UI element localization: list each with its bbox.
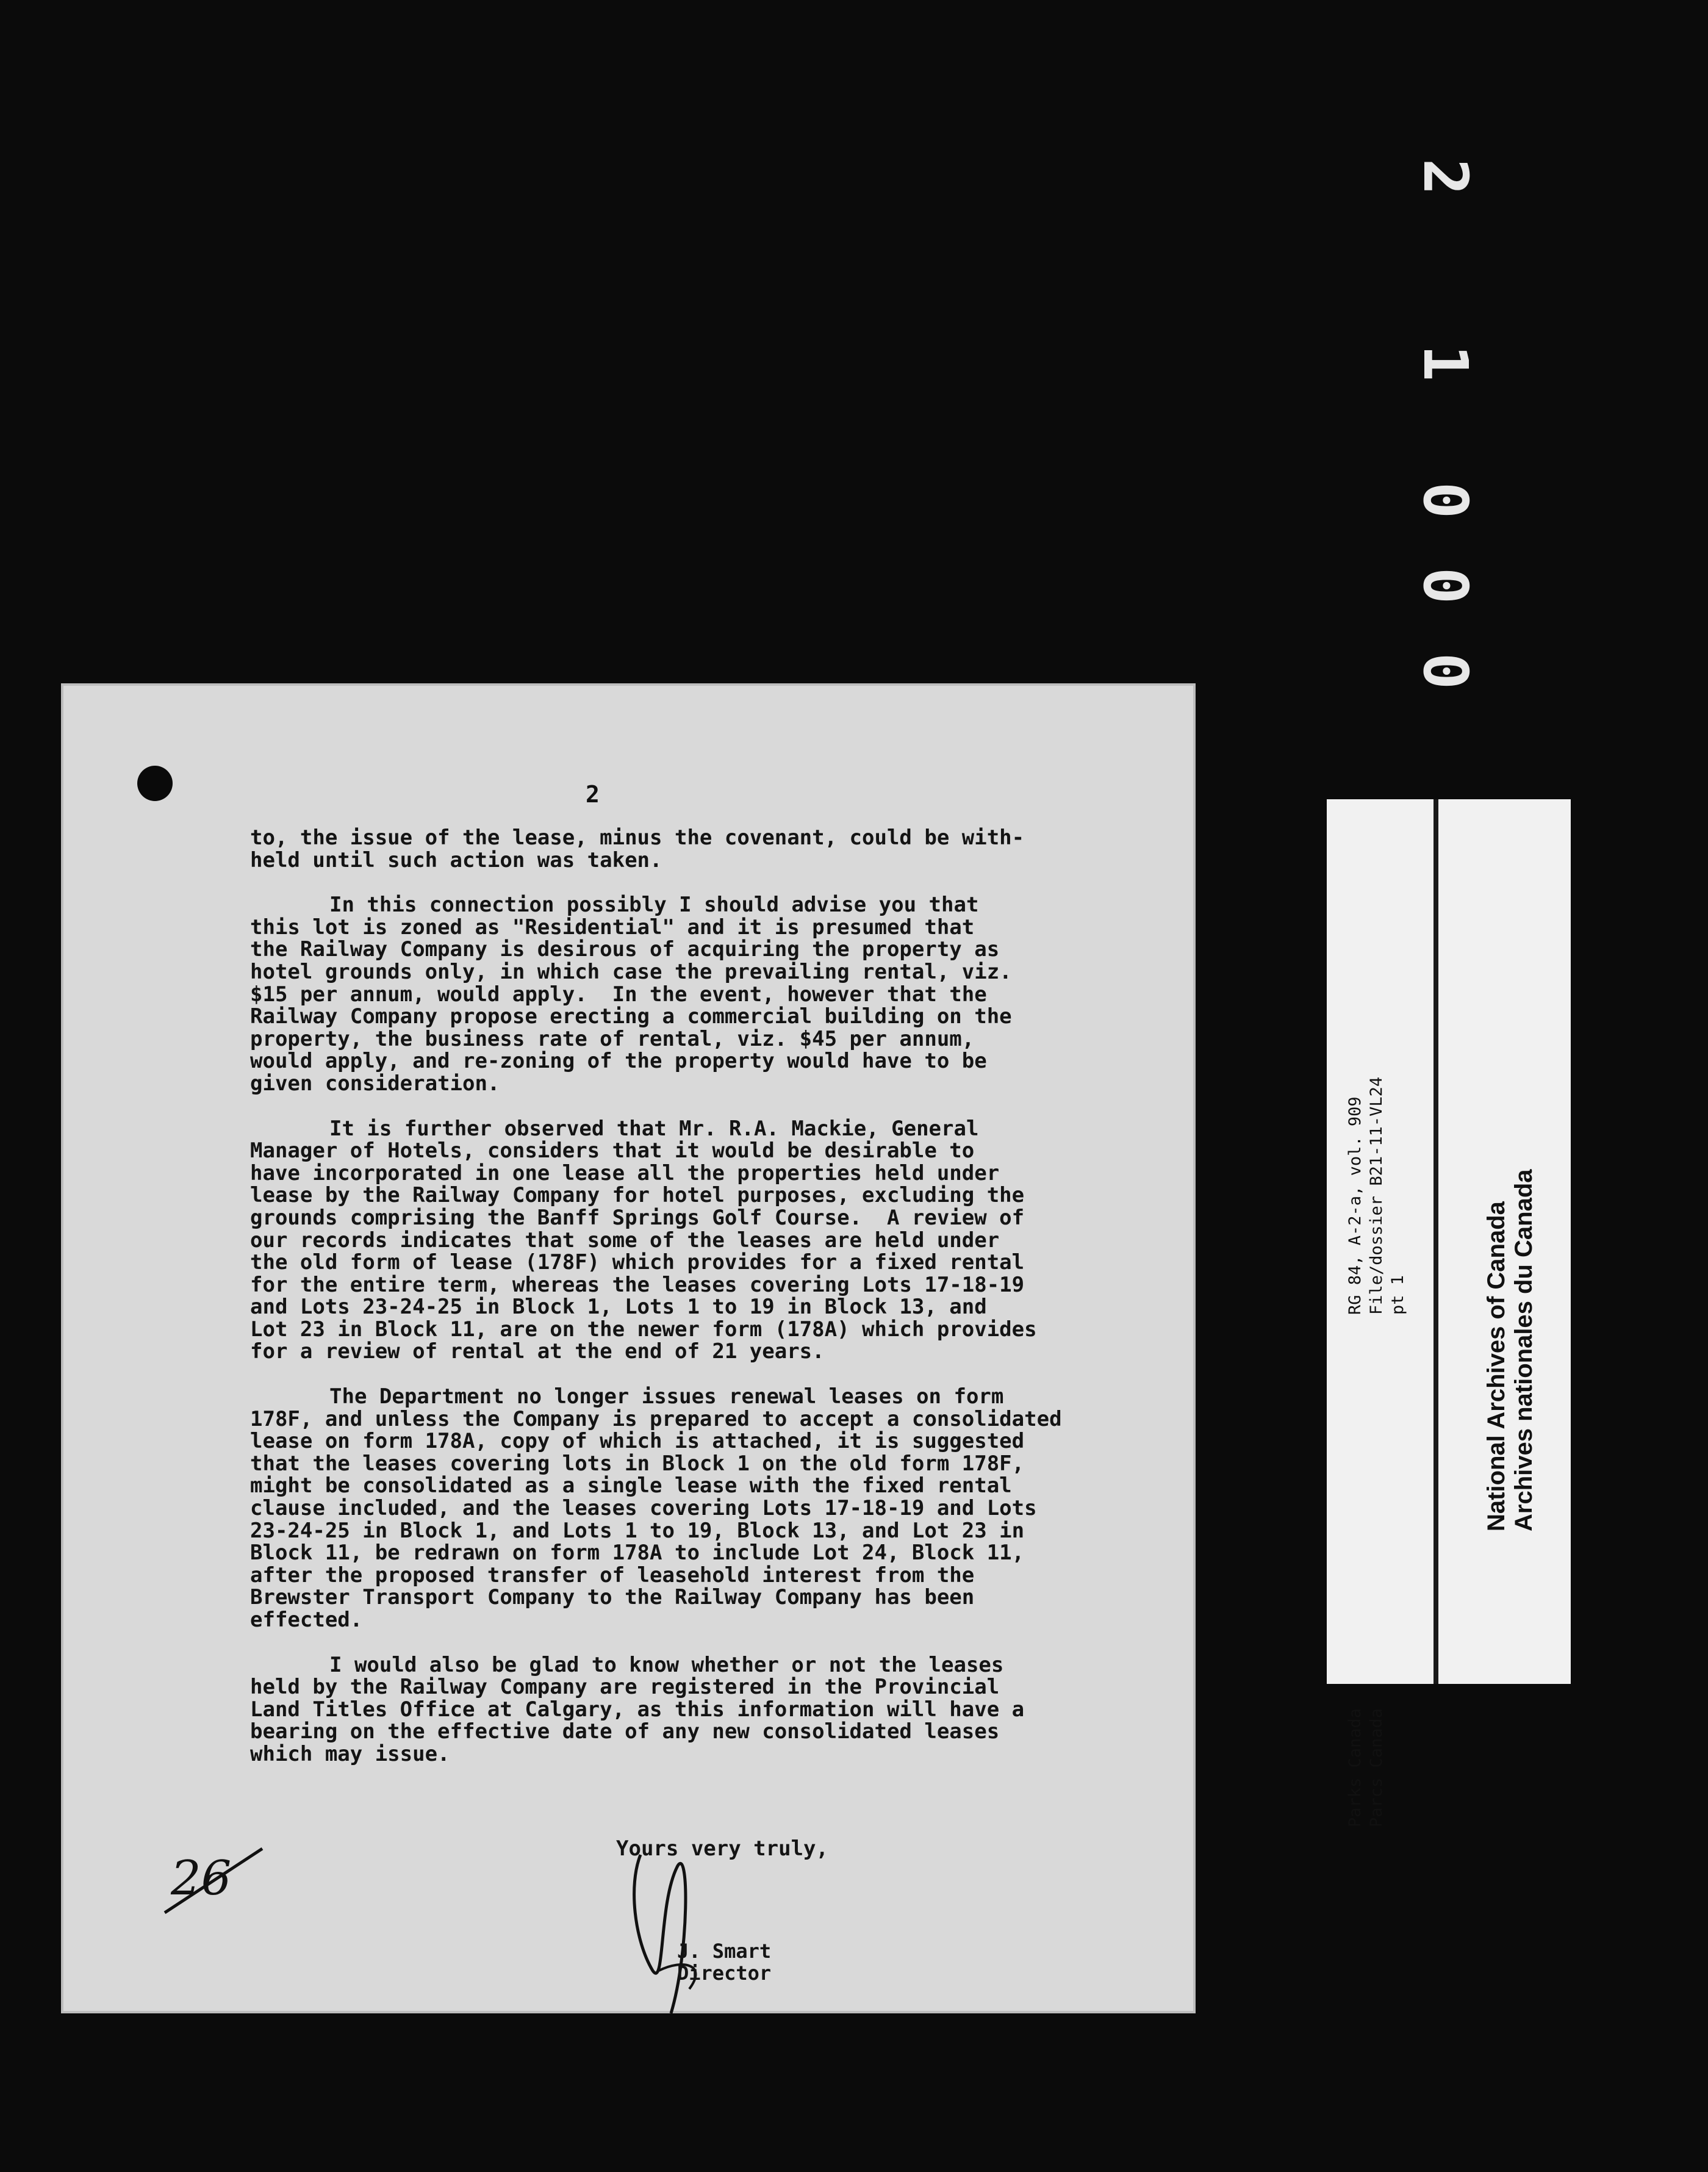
frame-digit: 2 xyxy=(1410,158,1482,196)
text-line: Railway Company propose erecting a commercial building on the xyxy=(250,1004,1012,1029)
text-line: 23-24-25 in Block 1, and Lots 1 to 19, Block 13, and Lot 23 in xyxy=(250,1518,1025,1543)
text-line: the old form of lease (178F) which provides for a fixed rental xyxy=(250,1250,1025,1275)
signatory-name: J. Smart xyxy=(677,1940,772,1963)
margin-mark xyxy=(159,1836,268,1922)
text-line: held until such action was taken. xyxy=(250,847,662,872)
agency-fr: Parcs Canada xyxy=(1367,1708,1386,1827)
text-line: lease by the Railway Company for hotel purposes, excluding the xyxy=(250,1183,1025,1208)
text-line: $15 per annum, would apply. In the event, however that the xyxy=(250,982,987,1007)
text-line: In this connection possibly I should advise you that xyxy=(329,893,979,918)
text-line: effected. xyxy=(250,1608,363,1632)
archives-name-fr: Archives nationales du Canada xyxy=(1510,1169,1537,1531)
text-line: bearing on the effective date of any new consolidated leases xyxy=(250,1719,1000,1744)
punch-hole xyxy=(137,766,173,801)
letter-body xyxy=(250,827,1177,1788)
text-line: property, the business rate of rental, viz. $45 per annum, xyxy=(250,1026,975,1051)
frame-number xyxy=(1409,110,1482,708)
signatory xyxy=(677,1940,771,1984)
text-line: which may issue. xyxy=(250,1741,450,1766)
text-line: It is further observed that Mr. R.A. Mackie, General xyxy=(329,1116,979,1141)
text-line: that the leases covering lots in Block 1 on the old form 178F, xyxy=(250,1451,1025,1476)
text-line: lease on form 178A, copy of which is attached, it is suggested xyxy=(250,1429,1025,1454)
paragraph xyxy=(250,1386,1177,1631)
label-divider xyxy=(1434,799,1438,1684)
reference-line: File/dossier B21-11-VL24 xyxy=(1367,1076,1386,1315)
text-line: 178F, and unless the Company is prepared to accept a consolidated xyxy=(250,1406,1062,1431)
text-line: and Lots 23-24-25 in Block 1, Lots 1 to 19 in Block 13, and xyxy=(250,1295,987,1320)
text-line: I would also be glad to know whether or not the leases xyxy=(329,1652,1004,1677)
text-line: given consideration. xyxy=(250,1071,500,1096)
text-line: clause included, and the leases covering Lots 17-18-19 and Lots xyxy=(250,1496,1037,1521)
reference-line: pt 1 xyxy=(1388,1275,1407,1315)
text-line: for a review of rental at the end of 21 years. xyxy=(250,1339,825,1364)
text-line: to, the issue of the lease, minus the covenant, could be with- xyxy=(250,825,1025,850)
paragraph xyxy=(250,894,1177,1095)
frame-digit: 0 xyxy=(1410,481,1482,519)
svg-text:26: 26 xyxy=(171,1851,232,1906)
text-line: grounds comprising the Banff Springs Golf Course. A review of xyxy=(250,1205,1025,1230)
text-line: Lot 23 in Block 11, are on the newer form (178A) which provides xyxy=(250,1317,1037,1342)
text-line: our records indicates that some of the leases are held under xyxy=(250,1228,1000,1253)
text-line: for the entire term, whereas the leases covering Lots 17-18-19 xyxy=(250,1272,1025,1297)
text-line: have incorporated in one lease all the properties held under xyxy=(250,1160,1000,1185)
agency-en: Parks Canada xyxy=(1346,1708,1365,1827)
page-number: 2 xyxy=(586,781,600,808)
signatory-title: Director xyxy=(677,1962,772,1985)
text-line: would apply, and re-zoning of the property would have to be xyxy=(250,1049,987,1074)
text-line: Land Titles Office at Calgary, as this information will have a xyxy=(250,1697,1025,1722)
closing: Yours very truly, xyxy=(616,1836,828,1861)
text-line: the Railway Company is desirous of acquiring the property as xyxy=(250,937,1000,962)
paragraph xyxy=(250,827,1177,871)
text-line: Brewster Transport Company to the Railway Company has been xyxy=(250,1585,975,1610)
text-line: hotel grounds only, in which case the prevailing rental, viz. xyxy=(250,959,1012,984)
archives-name-en: National Archives of Canada xyxy=(1483,1201,1510,1531)
frame-digit: 0 xyxy=(1410,567,1482,605)
text-line: Block 11, be redrawn on form 178A to include Lot 24, Block 11, xyxy=(250,1541,1025,1566)
text-line: Manager of Hotels, considers that it would be desirable to xyxy=(250,1138,975,1163)
text-line: this lot is zoned as "Residential" and it is presumed that xyxy=(250,915,975,940)
frame-digit: 1 xyxy=(1410,344,1482,382)
frame-digit: 0 xyxy=(1410,652,1482,690)
text-line: held by the Railway Company are registered in the Provincial xyxy=(250,1675,1000,1700)
paragraph xyxy=(250,1654,1177,1766)
paragraph xyxy=(250,1118,1177,1364)
text-line: might be consolidated as a single lease with the fixed rental xyxy=(250,1473,1012,1498)
text-line: The Department no longer issues renewal leases on form xyxy=(329,1384,1004,1409)
text-line: after the proposed transfer of leasehold interest from the xyxy=(250,1562,975,1588)
reference-line: RG 84, A-2-a, vol. 909 xyxy=(1346,1096,1365,1315)
